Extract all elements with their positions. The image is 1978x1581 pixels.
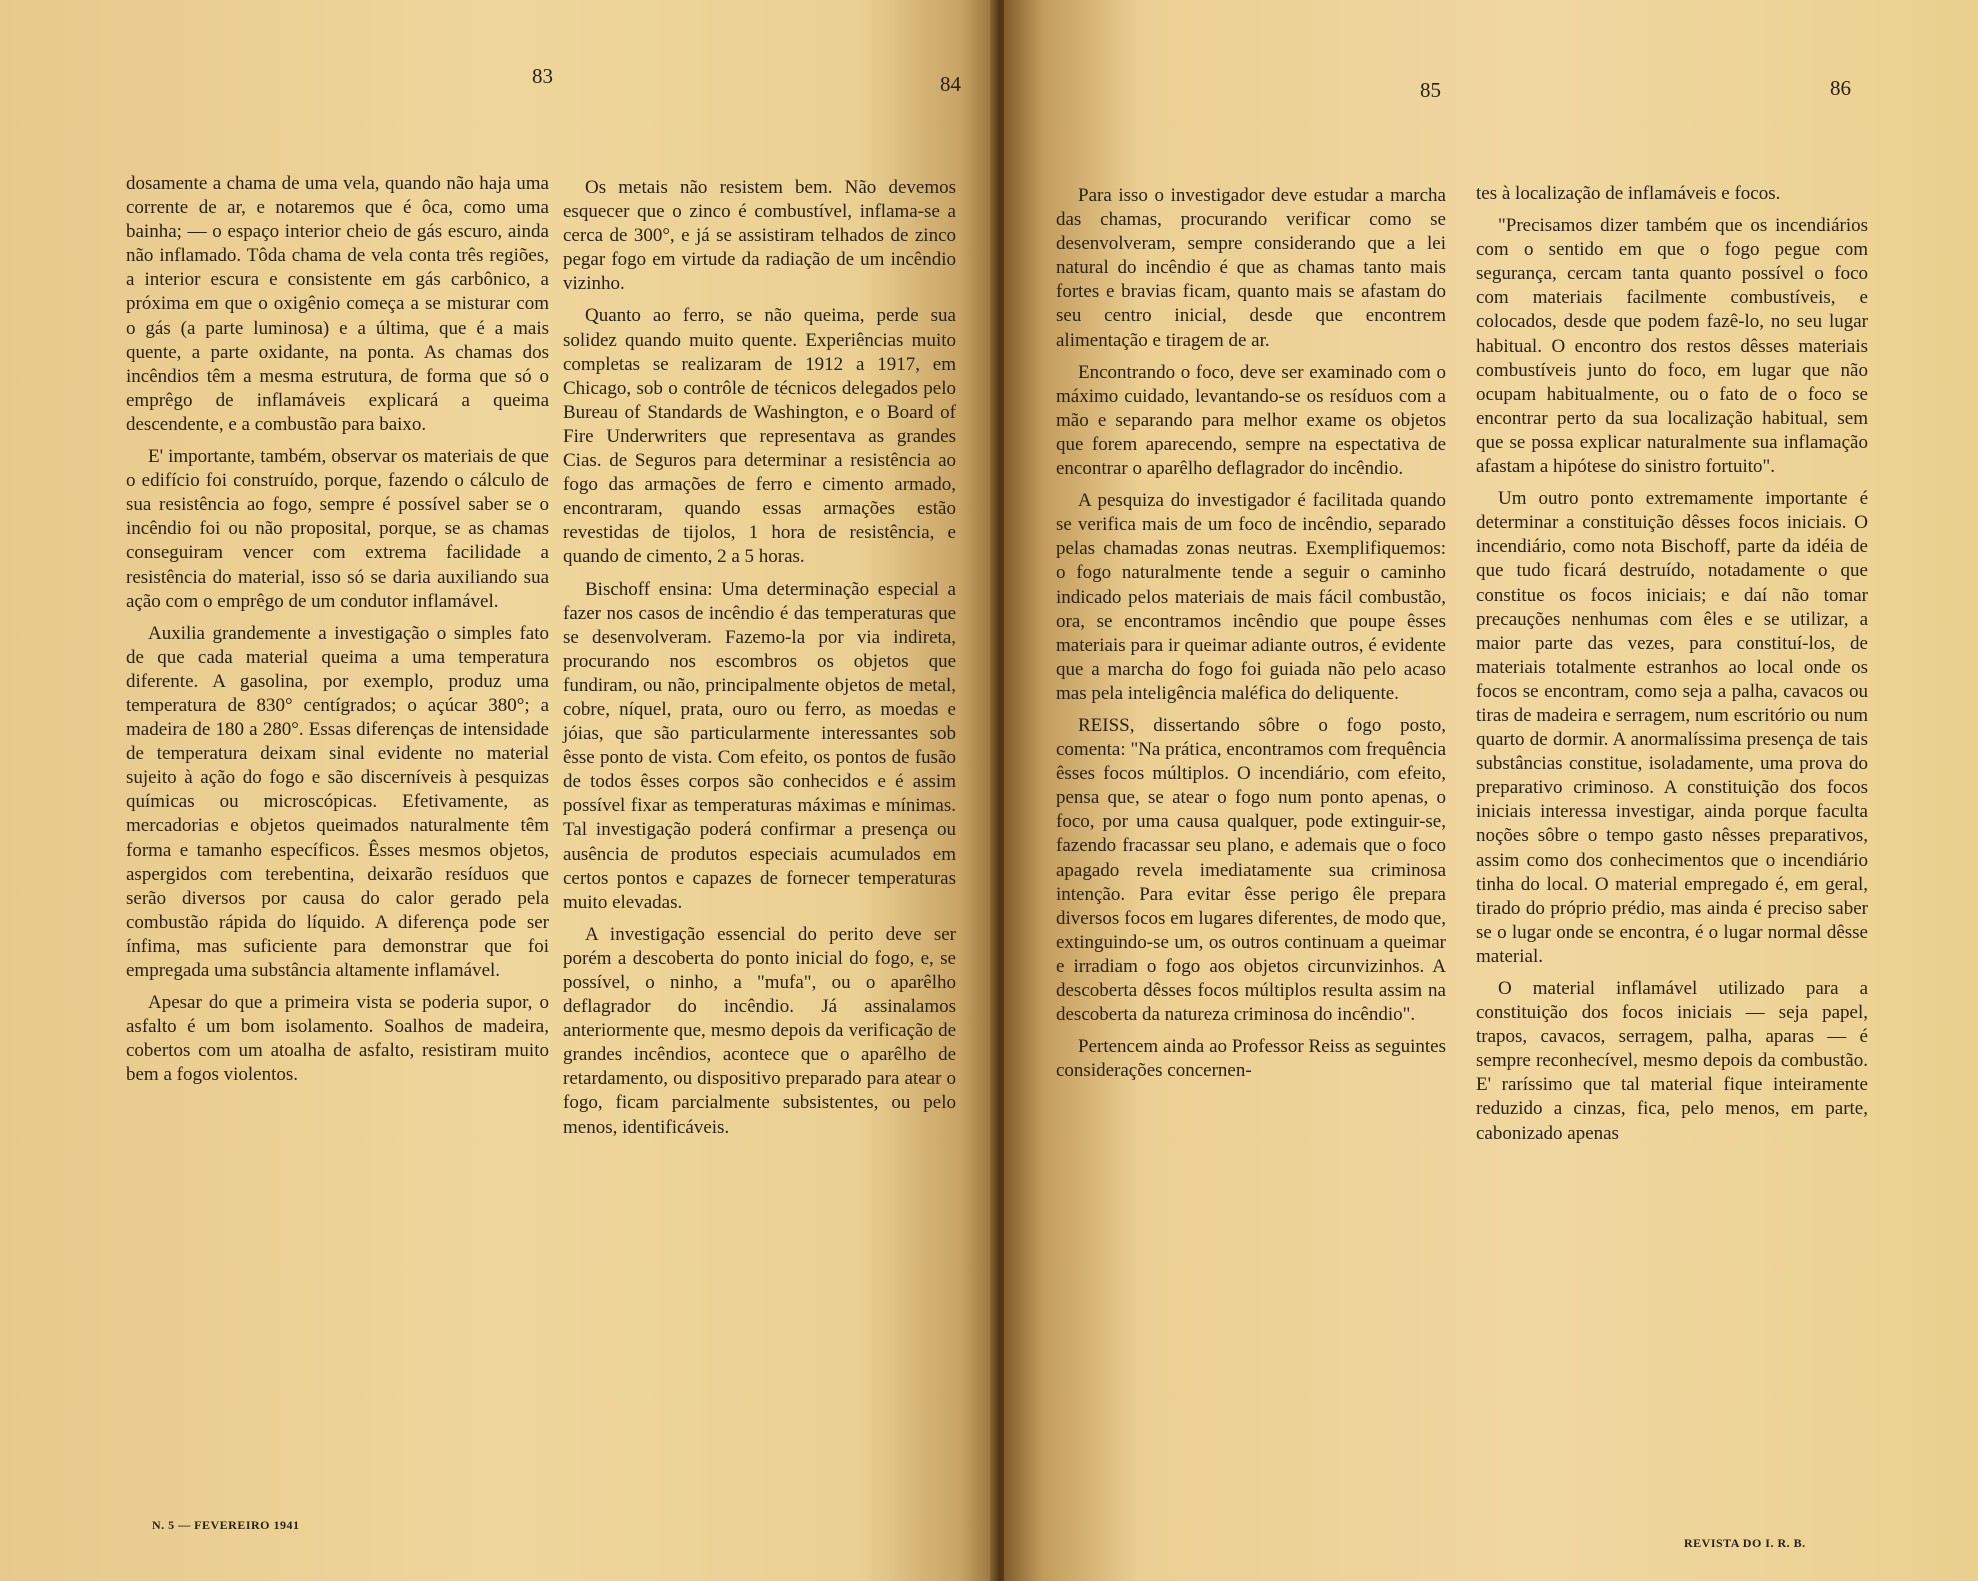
paragraph: Os metais não resistem bem. Não devemos esquecer que o zinco é combustível, inflama-se a cerca de 300°, e já se assistiram telhados de zinco pegar fogo em virtude da radiação de um incêndio vizinho. [563, 177, 956, 295]
column-page-85 [1056, 184, 1446, 1091]
paragraph: O material inflamável utilizado para a constituição dos focos iniciais — seja papel, trapos, cavacos, serragem, palha, aparas — é sempre reconhecível, mesmo depois da combustão. E' raríssimo que tal material fique inteiramente reduzido a cinzas, fica, pelo menos, em parte, cabonizado apenas [1476, 978, 1868, 1144]
footer-journal: REVISTA DO I. R. B. [1684, 1536, 1806, 1550]
paragraph: Um outro ponto extremamente importante é determinar a constituição dêsses focos iniciais. O incendiário, como nota Bischoff, parte da idéia de que tudo ficará destruído, notadamente o que constitue os focos iniciais; e daí não tomar precauções nenhumas com êles e se utilizar, a maior parte das vezes, para constituí-los, de materiais totalmente estranhos ao local onde os focos se encontram, como seja a palha, cavacos ou tiras de madeira e serragem, num escritório ou num quarto de dormir. A anormalíssima presença de tais substâncias constitue, isoladamente, uma prova do preparativo criminoso. A constituição dos focos iniciais interessa investigar, ainda porque faculta noções sôbre o tempo gasto nêsses preparativos, assim como dos conhecimentos que o incendiário tinha do local. O material empregado é, em geral, tirado do próprio prédio, mas ainda é preciso saber se o lugar onde se encontra, é o lugar normal dêsse material. [1476, 488, 1868, 967]
paragraph: Quanto ao ferro, se não queima, perde sua solidez quando muito quente. Experiências muito completas se realizaram de 1912 a 1917, em Chicago, sob o contrôle de técnicos delegados pelo Bureau of Standards de Washington, e o Board of Fire Underwriters que representava as grandes Cias. de Seguros para determinar a resistência ao fogo das armações de ferro e cimento armado, encontraram, quando essas armações estão revestidas de tijolos, 1 hora de resistência, e quando de cimento, 2 a 5 horas. [563, 305, 956, 568]
page-number-84: 84 [940, 72, 961, 96]
paragraph: dosamente a chama de uma vela, quando não haja uma corrente de ar, e notaremos que é ôca, como uma bainha; — o espaço interior cheio de gás escuro, ainda não inflamado. Tôda chama de vela conta três regiões, a interior escura e consistente em gás carbônico, a próxima em que o oxigênio começa a se misturar com o gás (a parte luminosa) e a última, que é a mais quente, a parte oxidante, na ponta. As chamas dos incêndios têm a mesma estrutura, de forma que só o emprêgo de inflamáveis explicará a queima descendente, e a combustão para baixo. [126, 173, 549, 435]
page-number-83: 83 [532, 64, 553, 88]
paragraph: A investigação essencial do perito deve ser porém a descoberta do ponto inicial do fogo, e, se possível, o ninho, a "mufa", ou o aparêlho deflagrador do incêndio. Já assinalamos anteriormente que, mesmo depois da verificação de grandes incêndios, acontece que o aparêlho de retardamento, ou dispositivo preparado para atear o fogo, ficam parcialmente subsistentes, ou pelo menos, identificáveis. [563, 923, 956, 1138]
paragraph: "Precisamos dizer também que os incendiários com o sentido em que o fogo pegue com segurança, cercam tanta quanto possível o foco com materiais facilmente combustíveis, e colocados, desde que podem fazê-lo, no seu lugar habitual. O encontro dos restos dêsses materiais combustíveis junto do foco, em lugar que não ocupam habitualmente, ou o fato de o foco se encontrar perto da sua localização habitual, sem que se possa explicar naturalmente sua inflamação afastam a hipótese do sinistro fortuito". [1476, 215, 1868, 478]
paragraph: REISS, dissertando sôbre o fogo posto, comenta: "Na prática, encontramos com frequência êsses focos múltiplos. O incendiário, com efeito, pensa que, se atear o fogo num ponto apenas, o foco, por uma causa qualquer, pode extinguir-se, fazendo fracassar seu plano, e ademais que o foco apagado revela imediatamente sua criminosa intenção. Para evitar êsse perigo êle prepara diversos focos em lugares diferentes, de modo que, extinguindo-se um, os outros continuam a queimar e irradiam o fogo aos objetos circunvizinhos. A descoberta dêsses focos múltiplos resulta assim na descoberta da natureza criminosa do incêndio". [1056, 714, 1446, 1026]
paragraph: Encontrando o foco, deve ser examinado com o máximo cuidado, levantando-se os resíduos com a mão e separando para melhor exame os objetos que forem aparecendo, sempre na espectativa de encontrar o aparêlho deflagrador do incêndio. [1056, 361, 1446, 480]
paragraph: Bischoff ensina: Uma determinação especial a fazer nos casos de incêndio é das temperaturas que se desenvolveram. Fazemo-la por via indireta, procurando nos escombros os objetos que fundiram, ou não, principalmente objetos de metal, cobre, níquel, prata, ouro ou ferro, as moedas e jóias, que são particularmente interessantes sob êsse ponto de vista. Com efeito, os pontos de fusão de todos êsses corpos são conhecidos e é assim possível fixar as temperaturas máximas e mínimas. Tal investigação poderá confirmar a presença ou ausência de produtos especiais acumulados em certos pontos e capazes de fornecer temperaturas muito elevadas. [563, 578, 956, 913]
paragraph: Para isso o investigador deve estudar a marcha das chamas, procurando verificar como se desenvolveram, sempre considerando que a lei natural do incêndio é que as chamas tanto mais fortes e bravias ficam, quanto mais se afastam do seu centro inicial, desde que encontrem alimentação e tiragem de ar. [1056, 185, 1446, 351]
paragraph: Pertencem ainda ao Professor Reiss as seguintes considerações concernen- [1056, 1036, 1446, 1082]
footer-issue: N. 5 — FEVEREIRO 1941 [152, 1518, 300, 1532]
paragraph: Apesar do que a primeira vista se poderia supor, o asfalto é um bom isolamento. Soalhos de madeira, cobertos com um atoalha de asfalto, resistiram muito bem a fogos violentos. [126, 992, 549, 1086]
column-page-86 [1476, 182, 1868, 1154]
paragraph: Auxilia grandemente a investigação o simples fato de que cada material queima a uma temperatura diferente. A gasolina, por exemplo, produz uma temperatura de 830° centígrados; o açúcar 380°; a madeira de 180 a 280°. Essas diferenças de intensidade de temperatura deixam sinal evidente no material sujeito à ação do fogo e são discerníveis à pesquizas químicas ou microscópicas. Efetivamente, as mercadorias e objetos queimados naturalmente têm forma e tamanho específicos. Êsses mesmos objetos, aspergidos com terebentina, deixarão resíduos que serão diversos por causa do calor gerado pela combustão rápida do líquido. A diferença pode ser ínfima, mas suficiente para demonstrar que foi empregada uma substância altamente inflamável. [126, 622, 549, 981]
column-page-83 [126, 172, 549, 1095]
paragraph: E' importante, também, observar os materiais de que o edifício foi construído, porque, fazendo o cálculo de sua resistência ao fogo, sempre é possível saber se o incêndio foi ou não proposital, porque, se as chamas conseguiram vencer com extrema facilidade a resistência do material, isso só se daria auxiliando sua ação com o emprêgo de um condutor inflamável. [126, 446, 549, 612]
column-page-84 [563, 176, 956, 1148]
paragraph: tes à localização de inflamáveis e focos. [1476, 183, 1781, 204]
page-number-85: 85 [1420, 78, 1441, 102]
page-number-86: 86 [1830, 76, 1851, 100]
right-page [1004, 0, 1978, 1581]
paragraph: A pesquiza do investigador é facilitada quando se verifica mais de um foco de incêndio, separado pelas chamadas zonas neutras. Exemplifiquemos: o fogo naturalmente tende a seguir o caminho indicado pelos materiais de mais fácil combustão, ora, se encontramos incêndio que poupe êsses materiais para ir queimar adiante outros, é evidente que a marcha do fogo foi guiada não pelo acaso mas pela inteligência maléfica do deliquente. [1056, 490, 1446, 704]
